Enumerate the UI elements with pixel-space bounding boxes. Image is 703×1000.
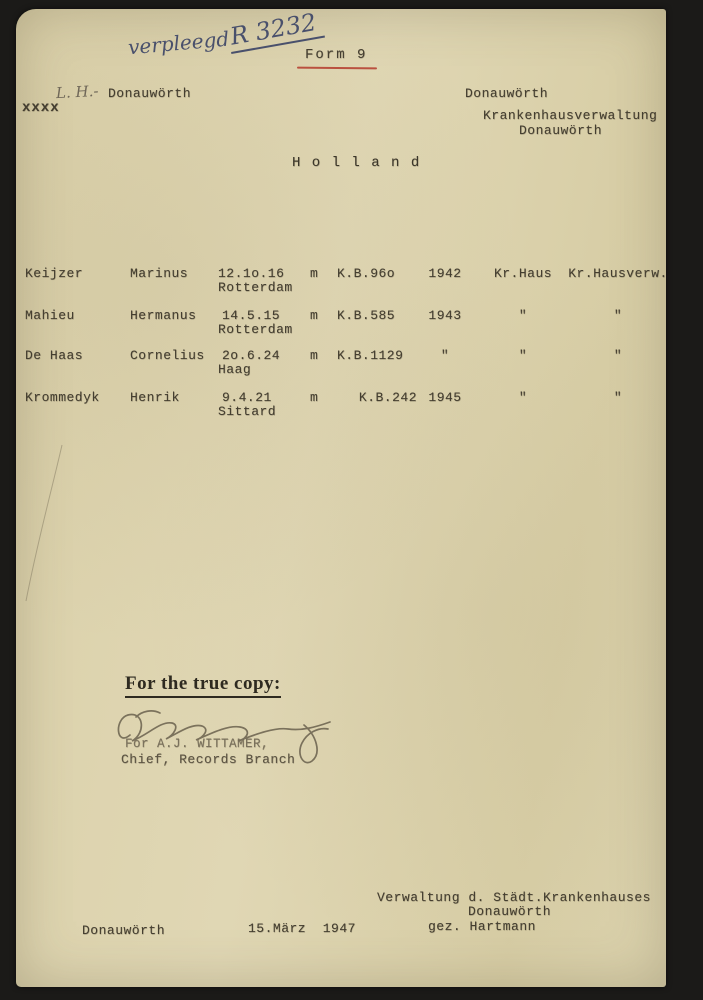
document-page <box>16 9 666 987</box>
cell-year: " <box>440 348 450 363</box>
cell-birthplace: Haag <box>218 362 252 377</box>
cell-year: 1942 <box>428 266 462 281</box>
cell-birth <box>218 391 310 419</box>
office-name-line1: Krankenhausverwaltung <box>483 108 658 123</box>
cell-firstname: Henrik <box>130 390 180 405</box>
cell-kb-number: K.B.1129 <box>337 348 404 363</box>
cell-surname: Mahieu <box>25 308 75 323</box>
form-number-label: Form 9 <box>305 47 368 63</box>
footer-administration-line1: Verwaltung d. Städt.Krankenhauses <box>377 890 651 905</box>
footer-signed-by: gez. Hartmann <box>428 919 536 934</box>
cell-surname: Keijzer <box>25 266 84 281</box>
cell-sex: m <box>310 348 319 363</box>
cell-krhausverw: " <box>613 348 623 363</box>
cell-kb-number: K.B.242 <box>358 390 417 405</box>
page-title: H o l l a n d <box>292 155 421 171</box>
paper-crease-mark <box>16 439 86 609</box>
cell-firstname: Marinus <box>130 266 189 281</box>
handwritten-reference: L. H.- <box>55 81 99 103</box>
cell-kb-number: K.B.96o <box>337 266 396 281</box>
cell-sex: m <box>310 390 319 405</box>
cell-krhaus: " <box>518 348 528 363</box>
signed-for-line: For A.J. WITTAMER, <box>125 737 270 751</box>
crossed-out-mark: xxxx <box>22 100 60 116</box>
true-copy-stamp: For the true copy: <box>125 673 281 698</box>
cell-krhausverw: Kr.Hausverw. <box>568 266 668 281</box>
table-row <box>16 349 666 377</box>
cell-krhaus: " <box>518 390 528 405</box>
cell-birth <box>218 349 310 377</box>
handwritten-annotation-number: R 3232 <box>226 7 325 54</box>
cell-sex: m <box>310 266 319 281</box>
cell-birthdate: 2o.6.24 <box>222 348 281 363</box>
table-row <box>16 391 666 419</box>
footer-place: Donauwörth <box>82 923 166 938</box>
footer-administration-line2: Donauwörth <box>468 904 552 919</box>
reference-place: Donauwörth <box>108 86 192 101</box>
cell-krhausverw: " <box>613 390 623 405</box>
table-row <box>16 309 666 337</box>
form-number-red-underline <box>297 67 377 70</box>
cell-birth <box>218 267 310 295</box>
cell-krhausverw: " <box>613 308 623 323</box>
cell-sex: m <box>310 308 319 323</box>
handwritten-annotation-word: verpleegd <box>127 26 231 60</box>
cell-birthplace: Rotterdam <box>218 322 293 337</box>
table-row <box>16 267 666 295</box>
cell-surname: De Haas <box>25 348 84 363</box>
cell-birthdate: 12.1o.16 <box>218 266 285 281</box>
cell-krhaus: " <box>518 308 528 323</box>
office-name-line2: Donauwörth <box>519 123 603 138</box>
cell-firstname: Hermanus <box>130 308 197 323</box>
cell-firstname: Cornelius <box>130 348 205 363</box>
cell-birthdate: 14.5.15 <box>222 308 281 323</box>
cell-birthdate: 9.4.21 <box>222 390 272 405</box>
footer-date: 15.März 1947 <box>248 921 356 936</box>
cell-surname: Krommedyk <box>25 390 100 405</box>
cell-kb-number: K.B.585 <box>337 308 396 323</box>
signer-title-line: Chief, Records Branch <box>121 752 296 767</box>
cell-birth <box>218 309 310 337</box>
cell-year: 1943 <box>428 308 462 323</box>
cell-birthplace: Sittard <box>218 404 277 419</box>
cell-birthplace: Rotterdam <box>218 280 293 295</box>
cell-year: 1945 <box>428 390 462 405</box>
cell-krhaus: Kr.Haus <box>493 266 553 281</box>
office-place: Donauwörth <box>465 86 549 101</box>
